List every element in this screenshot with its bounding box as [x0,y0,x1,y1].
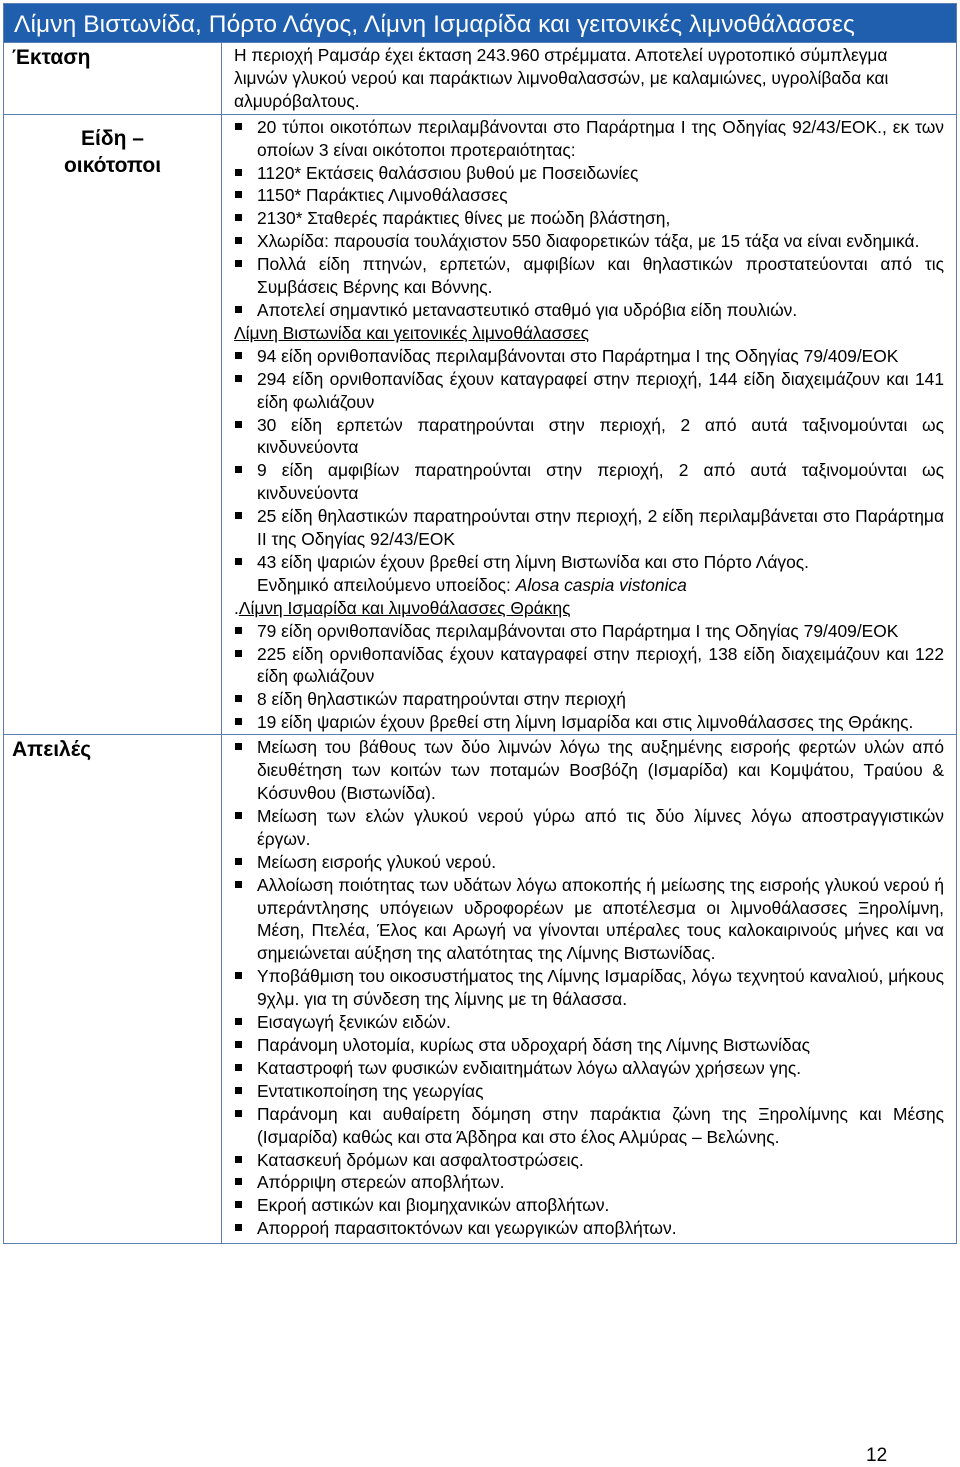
endemic-species: Alosa caspia vistonica [515,574,687,595]
list-item: Αλλοίωση ποιότητας των υδάτων λόγω αποκοπής ή μείωσης της εισροής γλυκού νερού ή υπεράντλησης υπόγειων υδροφορέων με αποτέλεσμα οι λιμνοθάλασσες Ξηρολίμνη, Μέση, Πτελέα, Έλος και Αρωγή να γίνονται υπέραλες τους καλοκαιρινούς μήνες και να σημειώνεται αύξηση της αλατότητας της Λίμνης Βιστωνίδας. [234,874,944,966]
list-item: 9 είδη αμφιβίων παρατηρούνται στην περιοχή, 2 από αυτά ταξινομούνται ως κινδυνεύοντα [234,459,944,505]
row-ektasi [4,42,956,114]
list-item: Παράνομη και αυθαίρετη δόμηση στην παράκτια ζώνη της Ξηρολίμνης και Μέσης (Ισμαρίδα) καθώς και στα Άβδηρα και στο έλος Αλμύρας – Βελώνης. [234,1103,944,1149]
endemic-line [234,574,944,597]
content-eidi [222,115,956,734]
list-item: 19 είδη ψαριών έχουν βρεθεί στη λίμνη Ισμαρίδα και στις λιμνοθάλασσες της Θράκης. [234,711,944,734]
section-ismarida-dot: . [234,597,239,618]
section-vistonida-heading: Λίμνη Βιστωνίδα και γειτονικές λιμνοθάλασσες [234,322,590,343]
list-item: 79 είδη ορνιθοπανίδας περιλαμβάνονται στο Παράρτημα Ι της Οδηγίας 79/409/ΕΟΚ [234,620,944,643]
section-ismarida-title: Λίμνη Ισμαρίδα και λιμνοθάλασσες Θράκης [238,597,571,618]
threats-list [234,736,944,1240]
list-item: Αποτελεί σημαντικό μεταναστευτικό σταθμό για υδρόβια είδη πουλιών. [234,299,944,322]
list-item: Μείωση των ελών γλυκού νερού γύρω από τις δύο λίμνες λόγω αποστραγγιστικών έργων. [234,805,944,851]
list-item: Καταστροφή των φυσικών ενδιαιτημάτων λόγω αλλαγών χρήσεων γης. [234,1057,944,1080]
vistonida-list [234,345,944,574]
label-eidi [4,115,222,734]
list-item: Κατασκευή δρόμων και ασφαλτοστρώσεις. [234,1149,944,1172]
list-item: 25 είδη θηλαστικών παρατηρούνται στην περιοχή, 2 είδη περιλαμβάνεται στο Παράρτημα ΙΙ της Οδηγίας 92/43/ΕΟΚ [234,505,944,551]
list-item: Εκροή αστικών και βιομηχανικών αποβλήτων. [234,1194,944,1217]
content-apeiles [222,735,956,1243]
row-eidi [4,114,956,734]
list-item: 43 είδη ψαριών έχουν βρεθεί στη λίμνη Βιστωνίδα και στο Πόρτο Λάγος. [234,551,944,574]
content-ektasi: Η περιοχή Ραμσάρ έχει έκταση 243.960 στρέμματα. Αποτελεί υγροτοπικό σύμπλεγμα λιμνών γλυκού νερού και παράκτιων λιμνοθαλασσών, με καλαμιώνες, υγρολίβαδα και αλμυρόβαλτους. [234,45,889,111]
table-title: Λίμνη Βιστωνίδα, Πόρτο Λάγος, Λίμνη Ισμαρίδα και γειτονικές λιμνοθάλασσες [4,4,956,42]
list-item: Πολλά είδη πτηνών, ερπετών, αμφιβίων και θηλαστικών προστατεύονται από τις Συμβάσεις Βέρνης και Βόννης. [234,253,944,299]
list-item: 294 είδη ορνιθοπανίδας έχουν καταγραφεί στην περιοχή, 144 είδη διαχειμάζουν και 141 είδη φωλιάζουν [234,368,944,414]
habitat-list [234,116,944,322]
label-eidi-line1: Είδη – [81,126,144,150]
ismarida-list [234,620,944,735]
list-item: 94 είδη ορνιθοπανίδας περιλαμβάνονται στο Παράρτημα Ι της Οδηγίας 79/409/ΕΟΚ [234,345,944,368]
list-item: 1150* Παράκτιες Λιμνοθάλασσες [234,184,944,207]
list-item: Εισαγωγή ξενικών ειδών. [234,1011,944,1034]
list-item: 30 είδη ερπετών παρατηρούνται στην περιοχή, 2 από αυτά ταξινομούνται ως κινδυνεύοντα [234,414,944,460]
info-table [3,3,957,1244]
endemic-prefix: Ενδημικό απειλούμενο υποείδος: [257,574,516,595]
page-number: 12 [866,1445,888,1466]
list-item: Εντατικοποίηση της γεωργίας [234,1080,944,1103]
section-ismarida-heading [234,597,944,620]
label-eidi-line2: οικότοποι [63,153,162,177]
list-item: Μείωση εισροής γλυκού νερού. [234,851,944,874]
list-item: 2130* Σταθερές παράκτιες θίνες με ποώδη βλάστηση, [234,207,944,230]
list-item: 20 τύποι οικοτόπων περιλαμβάνονται στο Παράρτημα Ι της Οδηγίας 92/43/ΕΟΚ., εκ των οποίων 3 είναι οικότοποι προτεραιότητας: [234,116,944,162]
list-item: Παράνομη υλοτομία, κυρίως στα υδροχαρή δάση της Λίμνης Βιστωνίδας [234,1034,944,1057]
list-item: Απορροή παρασιτοκτόνων και γεωργικών αποβλήτων. [234,1217,944,1240]
row-apeiles [4,734,956,1243]
label-apeiles: Απειλές [4,735,222,1243]
list-item: 225 είδη ορνιθοπανίδας έχουν καταγραφεί στην περιοχή, 138 είδη διαχειμάζουν και 122 είδη φωλιάζουν [234,643,944,689]
label-ektasi: Έκταση [4,43,222,114]
list-item: 8 είδη θηλαστικών παρατηρούνται στην περιοχή [234,688,944,711]
list-item: Απόρριψη στερεών αποβλήτων. [234,1171,944,1194]
list-item: 1120* Εκτάσεις θαλάσσιου βυθού με Ποσειδωνίες [234,162,944,185]
list-item: Υποβάθμιση του οικοσυστήματος της Λίμνης Ισμαρίδας, λόγω τεχνητού καναλιού, μήκους 9χλμ. για τη σύνδεση της λίμνης με τη θάλασσα. [234,965,944,1011]
list-item: Χλωρίδα: παρουσία τουλάχιστον 550 διαφορετικών τάξα, με 15 τάξα να είναι ενδημικά. [234,230,944,253]
list-item: Μείωση του βάθους των δύο λιμνών λόγω της αυξημένης εισροής φερτών υλών από διευθέτηση των κοιτών των ποταμών Βοσβόζη (Ισμαρίδα) και Κομψάτου, Τραύου & Κόσυνθου (Βιστωνίδα). [234,736,944,805]
